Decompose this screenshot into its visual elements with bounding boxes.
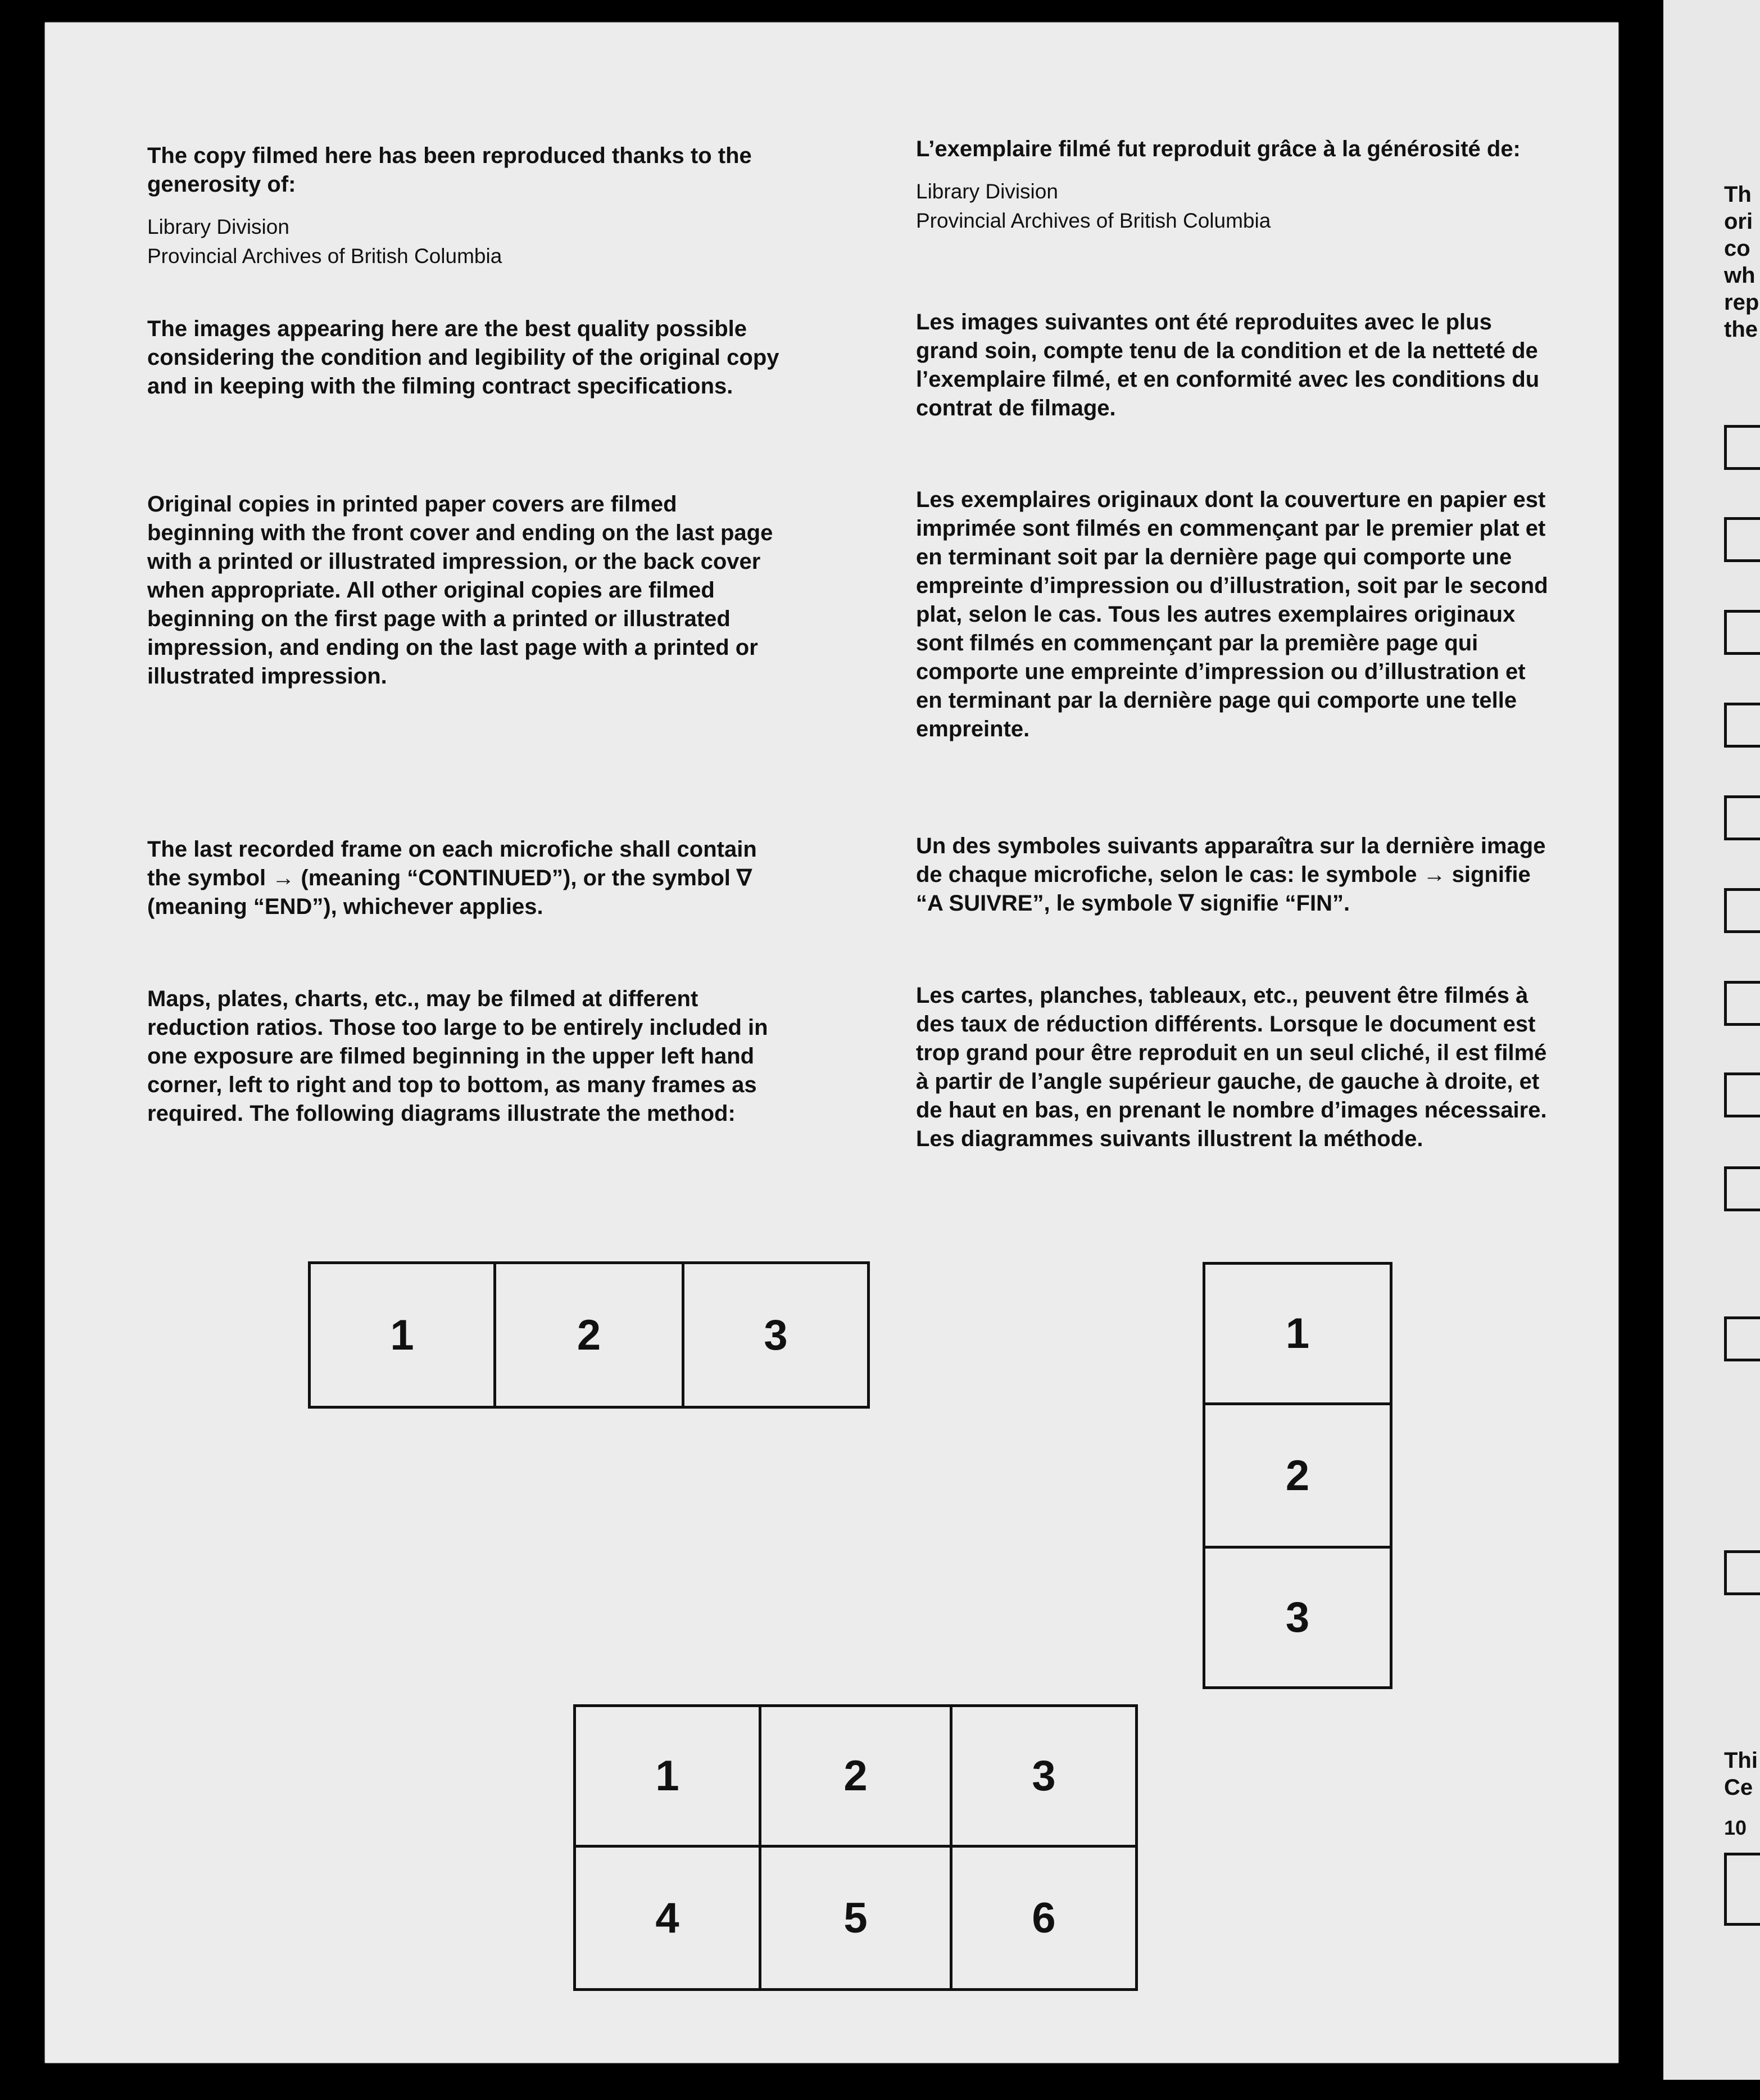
french-symbols-paragraph <box>916 832 1551 918</box>
english-symbols-text <box>147 835 788 921</box>
french-maps-text: Les cartes, planches, tableaux, etc., peuvent être filmés à des taux de réduction différents. Lorsque le document est trop grand pour être reproduit en un seul cliché, il est filmé à partir de l’angle supérieur gauche, de gauche à droite, et de haut en bas, en prenant le nombre d’images nécessaire. Les diagrammes suivants illustrent la méthode. <box>916 983 1547 1151</box>
edge-fragment: Thi <box>1724 1748 1758 1773</box>
french-symbols-text <box>916 832 1551 918</box>
edge-checkbox <box>1724 1166 1760 1211</box>
edge-fragment: rep <box>1724 290 1759 315</box>
fin-triangle-icon: ∇ <box>1178 891 1194 916</box>
french-quality-paragraph <box>916 308 1551 423</box>
edge-checkbox <box>1724 703 1760 748</box>
edge-scale-box <box>1724 1853 1760 1926</box>
french-library-line1: Library Division <box>916 180 1058 203</box>
vertical-frame: 2 <box>1203 1402 1392 1549</box>
french-library-line2: Provincial Archives of British Columbia <box>916 209 1271 232</box>
grid-frame: 2 <box>759 1704 952 1848</box>
edge-fragment: ori <box>1724 209 1753 234</box>
edge-checkbox <box>1724 610 1760 655</box>
english-library-line1: Library Division <box>147 215 289 238</box>
french-originals-text: Les exemplaires originaux dont la couverture en papier est imprimée sont filmés en commençant par le premier plat et en terminant soit par la dernière page qui comporte une empreinte d’impression ou d’illustration, soit par le second plat, selon le cas. Tous les autres exemplaires originaux sont filmés en commençant par la première page qui comporte une empreinte d’impression ou d’illustration et en terminant par la dernière page qui comporte une telle empreinte. <box>916 487 1548 741</box>
edge-fragment: Th <box>1724 182 1752 207</box>
edge-fragment: 10 <box>1724 1816 1747 1839</box>
grid-frame: 4 <box>573 1845 761 1991</box>
grid-frame: 5 <box>759 1845 952 1991</box>
edge-fragment: Ce <box>1724 1775 1753 1800</box>
edge-checkbox <box>1724 888 1760 933</box>
edge-checkbox <box>1724 981 1760 1026</box>
edge-fragment: the <box>1724 317 1758 342</box>
french-symbols-part3: signifie “FIN”. <box>1194 891 1350 916</box>
english-column <box>147 142 788 271</box>
grid-frame: 6 <box>950 1845 1138 1991</box>
horizontal-frame: 3 <box>682 1261 870 1409</box>
edge-checkbox <box>1724 1316 1760 1361</box>
english-quality-text: The images appearing here are the best quality possible considering the condition and legibility of the original copy and in keeping with the filming contract specifications. <box>147 316 779 399</box>
french-column <box>916 135 1551 236</box>
edge-checkbox <box>1724 1072 1760 1117</box>
horizontal-frame: 2 <box>493 1261 684 1409</box>
english-symbols-paragraph <box>147 835 788 921</box>
edge-fragment: wh <box>1724 263 1756 288</box>
english-maps-paragraph <box>147 985 788 1128</box>
french-quality-text: Les images suivantes ont été reproduites avec le plus grand soin, compte tenu de la condition et de la netteté de l’exemplaire filmé, et en conformité avec les conditions du contrat de filmage. <box>916 310 1540 420</box>
suivre-arrow-icon: → <box>1423 862 1446 887</box>
french-symbols-part2: signifie “A SUIVRE”, le symbole <box>916 862 1531 916</box>
edge-checkbox <box>1724 1550 1760 1595</box>
continued-arrow-icon: → <box>272 866 295 890</box>
english-symbols-part1: The last recorded frame on each microfiche shall contain the symbol <box>147 837 757 890</box>
english-symbols-part3: (meaning “END”), whichever applies. <box>147 894 543 919</box>
grid-frame: 3 <box>950 1704 1138 1848</box>
english-symbols-part2: (meaning “CONTINUED”), or the symbol <box>294 866 737 890</box>
vertical-frame: 1 <box>1203 1262 1392 1405</box>
english-library-line2: Provincial Archives of British Columbia <box>147 245 502 268</box>
end-triangle-icon: ∇ <box>736 866 752 890</box>
english-originals-text: Original copies in printed paper covers are filmed beginning with the front cover and ending on the last page with a printed or illustrated impression, or the back cover when appropriate. All other original copies are filmed beginning on the first page with a printed or illustrated impression, and ending on the last page with a printed or illustrated impression. <box>147 492 773 689</box>
edge-checkbox <box>1724 795 1760 840</box>
vertical-frame: 3 <box>1203 1546 1392 1689</box>
horizontal-frame: 1 <box>308 1261 496 1409</box>
grid-frame: 1 <box>573 1704 761 1848</box>
french-acknowledgement: L’exemplaire filmé fut reproduit grâce à la générosité de: <box>916 137 1521 161</box>
english-acknowledgement: The copy filmed here has been reproduced thanks to the generosity of: <box>147 143 752 197</box>
english-maps-text: Maps, plates, charts, etc., may be filmed at different reduction ratios. Those too large to be entirely included in one exposure are filmed beginning in the upper left hand corner, left to right and top to bottom, as many frames as required. The following diagrams illustrate the method: <box>147 986 768 1126</box>
french-symbols-part1: Un des symboles suivants apparaîtra sur la dernière image de chaque microfiche, selon le cas: le symbole <box>916 834 1546 887</box>
english-quality-paragraph <box>147 315 788 401</box>
english-originals-paragraph <box>147 490 788 691</box>
french-maps-paragraph <box>916 981 1551 1153</box>
edge-checkbox <box>1724 517 1760 562</box>
french-originals-paragraph <box>916 486 1551 744</box>
edge-checkbox <box>1724 425 1760 470</box>
edge-fragment: co <box>1724 236 1750 261</box>
